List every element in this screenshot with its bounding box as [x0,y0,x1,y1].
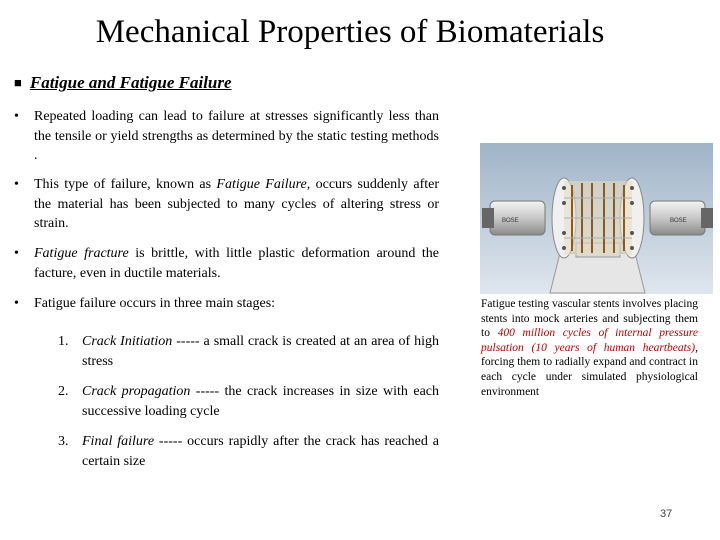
stage-text: Crack Initiation ----- a small crack is created at an area of high stress [82,334,440,369]
stage-title: Crack Initiation [82,334,173,349]
page-number: 37 [660,508,673,520]
emphasis-fatigue-fracture: Fatigue fracture [34,246,129,261]
stage-item [58,332,439,371]
stage-number: 2. [58,384,69,399]
stage-title: Final failure [82,434,155,449]
stage-number: 3. [58,434,69,449]
stage-number: 1. [58,334,69,349]
bullet-item [14,107,439,166]
bullet-text: Repeated loading can lead to failure at stresses significantly less than the tensile or yield strengths as determined by the static testing methods . [34,109,439,163]
photo-caption: Fatigue testing vascular stents involves placing stents into mock arteries and subjecting them to 400 million cycles of internal pressure pulsation (10 years of human heartbeats), forcing them to radially expand and contract in each cycle under simulated physiological environment [481,298,698,398]
bullet-text: This type of failure, known as Fatigue Failure, occurs suddenly after the material has been subjected to many cycles of altering stress or strain. [34,177,439,231]
bullet-text: Fatigue fracture is brittle, with little plastic deformation around the facture, even in ductile materials. [34,246,439,281]
bullet-icon: • [14,296,19,311]
bullet-item [14,294,439,314]
slide-title: Mechanical Properties of Biomaterials [95,14,605,50]
bullet-item [14,244,439,283]
right-motor-label: BOSE [670,218,687,224]
section-heading-text: Fatigue and Fatigue Failure [29,73,232,92]
section-heading [14,73,232,93]
stent-tester-photo [480,143,713,294]
stage-text: Final failure ----- occurs rapidly after the crack has reached a certain size [82,434,439,469]
bullet-icon: • [14,109,19,124]
bullet-item [14,175,439,234]
stage-item [58,382,439,421]
bullet-text: Fatigue failure occurs in three main stages: [34,296,276,311]
emphasis-fatigue-failure: Fatigue Failure [216,177,307,192]
stage-item [58,432,439,471]
stent-tester-illustration [480,143,713,294]
caption-highlight: 400 million cycles of internal pressure pulsation (10 years of human heartbeats) [481,327,698,354]
stage-title: Crack propagation [82,384,191,399]
bullet-icon: • [14,246,19,261]
bullet-icon: • [14,177,19,192]
stage-text: Crack propagation ----- the crack increases in size with each successive loading cycle [82,384,439,419]
square-bullet-icon: ■ [14,75,22,90]
left-motor-label: BOSE [502,218,519,224]
